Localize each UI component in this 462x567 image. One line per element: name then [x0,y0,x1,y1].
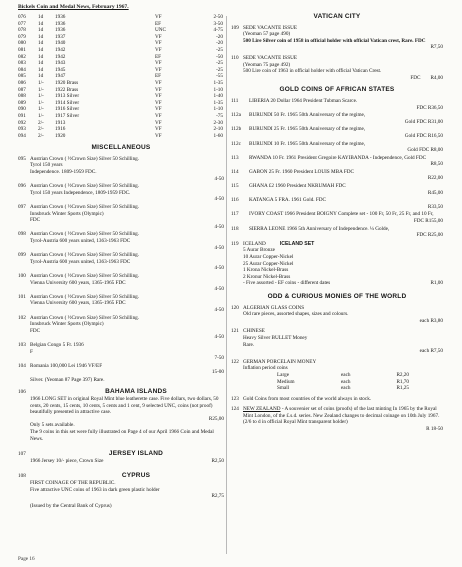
misc-entry [18,273,224,293]
lot-cell-n: 087 [18,86,26,93]
lot-cell-p: -20 [216,33,223,40]
cyprus-line1: FIRST COINAGE OF THE REPUBLIC. [30,480,116,486]
iceland-item: 2 Kronur Nickel-Brass [243,273,291,280]
misc-line: Romania 100,000 Lei 1946 VF/EF [30,362,103,369]
lot-row [18,100,224,107]
lot-cell-p: 1-40 [213,93,223,100]
gold-number: 114 [231,168,239,175]
lot-row [18,27,224,34]
german-each: each [341,385,351,392]
gold-number: 117 [231,211,239,218]
misc-line: 4-50 [214,175,224,182]
page-footer: Page 16 [18,556,35,562]
lot-cell-n: 082 [18,53,26,60]
gold-price: Gold FDC R8,00 [407,147,443,154]
misc-line: Independence. 1809-1959 FDC. [30,169,97,176]
lot-cell-b: 1942 [55,53,66,60]
lot-cell-g: VF [155,112,162,119]
lot-cell-a: 1/- [38,93,44,100]
jersey-block [18,451,224,464]
gold-entry [231,169,443,182]
iceland-item: 5 Aurar Bronze [243,247,275,254]
lot-cell-n: 085 [18,73,26,80]
misc-line: 4-50 [214,306,224,313]
lot-cell-a: 1/- [38,106,44,113]
lot-cell-p: 2-30 [213,119,223,126]
lot-row [18,113,224,120]
misc-line: Austrian Crown ( ½Crown Size) Silver 50 Schilling. [30,272,140,279]
lot-cell-b: 1945 [55,66,66,73]
gold-entry [231,226,443,239]
iceland-item: 25 Aurar Copper-Nickel [243,260,294,267]
page-header: Bickels Coin and Medal News, February 1967. [18,4,129,10]
lot-cell-g: VF [155,126,162,133]
lot-cell-n: 088 [18,93,26,100]
lot-cell-g: EF [155,20,162,27]
lot-cell-p: 1-35 [213,79,223,86]
entry-123: 123 Gold Coins from most countries of the world always in stock. [231,395,372,402]
misc-entry [18,252,224,272]
lot-cell-a: 1/- [38,86,44,93]
iceland-item: 10 Aurar Copper-Nickel [243,254,294,260]
lot-cell-n: 077 [18,20,26,27]
lot-cell-g: VF [155,66,162,73]
misc-line: 4-50 [214,265,224,272]
misc-line: 4-50 [214,286,224,293]
bahama-note1: Only 5 sets available. [30,422,75,429]
lot-cell-b: 1942 [55,46,66,53]
lot-cell-a: 1/- [38,79,44,86]
lot-cell-b: 1947 [55,73,66,80]
bahama-title: BAHAMA ISLANDS [105,388,167,396]
german-price: R2,20 [396,371,409,378]
gold-text: IVORY COAST 1966 President BOIGNY Complete set - 100 Fr, 50 Fr, 25 Fr, and 10 Fr, [249,211,434,218]
misc-line: 15-00 [211,369,224,376]
lot-cell-g: VF [155,132,162,139]
jersey-title: JERSEY ISLAND [108,450,164,458]
lot-list [18,14,224,139]
german-rows [277,372,443,392]
misc-line: Belgian Congo 5 Fr. 1936 [30,341,84,348]
gold-number: 115 [231,183,239,190]
lot-row [18,80,224,87]
lot-cell-p: -20 [216,40,223,47]
gold-text: KATANGA 5 FRA. 1961 Gold. FDC [249,197,326,204]
misc-line: Austrian Crown ( ½Crown Size) Silver 50 Schilling. [30,183,140,190]
lot-cell-p: -25 [216,66,223,73]
gold-entry [231,112,443,125]
misc-line: Austrian Crown ( ½Crown Size) Silver 50 Schilling. [30,155,140,162]
german-row [277,372,443,379]
lot-cell-n: 080 [18,40,26,47]
german-size: Large [277,371,290,378]
lot-cell-p: 2-50 [213,14,223,20]
lot-row [18,87,224,94]
misc-number: 103 [18,341,26,348]
gold-number: 112b [231,126,242,133]
lot-row [18,34,224,41]
gold-text: BURUNDI 25 Fr. 1965 50th Anniversary of the regime, [249,126,366,133]
lot-cell-g: VF [155,79,162,86]
lot-cell-g: VF [155,14,162,20]
lot-cell-g: VF [155,33,162,40]
gold-list [231,98,443,239]
lot-cell-n: 079 [18,33,26,40]
right-column [231,14,443,437]
misc-line: Austrian Crown ( ½Crown Size) Silver 50 Schilling. [30,314,140,321]
jersey-price: R2,50 [211,457,224,464]
bahama-price: R25,00 [208,415,224,422]
gold-text: BURUNDI 10 Fr. 1965 50th Anniversary of the regime, [249,140,366,147]
misc-entry [18,204,224,230]
gold-number: 113 [231,154,239,161]
bahama-note2: The 9 coins in this set were fully illustrated on Page 4 of our April 1966 Coin and Medal News. [30,429,214,442]
misc-line: Tyrol 150 years Independence, 1809-1959 FDC. [30,189,131,196]
misc-line: Innsbruck Winter Sports (Olympic) [30,210,104,217]
lot-row [18,60,224,67]
lot-cell-p: 3-50 [213,20,223,27]
lot-cell-a: 1/- [38,99,44,106]
jersey-number: 107 [18,451,26,458]
lot-cell-n: 084 [18,66,26,73]
lot-row [18,47,224,54]
misc-line: 4-50 [214,334,224,341]
lot-cell-a: 1d [38,33,44,40]
lot-cell-b: 1920 Brass [55,79,79,86]
gold-entry [231,183,443,196]
lot-row [18,40,224,47]
lot-cell-g: VF [155,60,162,67]
gold-number: 118 [231,225,239,232]
lot-row [18,106,224,113]
misc-entry [18,231,224,251]
misc-line: FDC [30,327,41,334]
misc-line: Austrian Crown ( ½Crown Size) Silver 50 Schilling. [30,252,140,259]
misc-line: Austrian Crown ( ½Crown Size) Silver 50 Schilling. [30,293,140,300]
misc-entry [18,156,224,182]
misc-line: Tyrol-Austria 600 years united, 1363-1963 FDC [30,238,131,244]
lot-cell-g: VF [155,99,162,106]
gold-price: R33,50 [427,203,443,210]
lot-cell-n: 094 [18,132,26,139]
misc-entry [18,294,224,314]
misc-line: Tyrol 150 years [30,162,63,169]
gold-entry [231,98,443,111]
lot-cell-p: -55 [216,73,223,80]
gold-price: Gold FDC R16,50 [404,132,443,139]
lot-row [18,133,224,140]
gold-price: FDC R25,00 [416,232,443,239]
lot-cell-g: VF [155,40,162,47]
lot-cell-g: VF [155,106,162,113]
column-divider [226,16,227,554]
lot-cell-b: 1916 [55,126,66,133]
misc-line: Vienna University 600 years, 1365-1965 FDC [30,300,126,307]
gold-text: LIBERIA 20 Dollar 1964 President Tubman Scarce. [249,97,358,104]
misc-number: 102 [18,314,26,321]
lot-cell-a: 1d [38,60,44,67]
misc-line: Vienna University 600 years, 1365-1965 FDC [30,279,126,286]
lot-cell-b: 1943 [55,60,66,67]
lot-cell-b: 1936 [55,14,66,20]
lot-cell-p: -25 [216,46,223,53]
gold-text: SIERRA LEONE 1966 5th Anniversary of Independence. ¼ Golde, [249,225,390,232]
gold-section-title: GOLD COINS OF AFRICAN STATES [279,86,395,94]
gold-text: BURUNDI 50 Fr. 1965 50th Anniversary of the regime, [249,112,366,119]
lot-cell-b: 1914 Silver [55,99,80,106]
lot-row [18,21,224,28]
german-row [277,385,443,392]
misc-line: Tyrol-Austria 600 years united, 1363-1963 FDC [30,258,131,265]
gold-entry [231,126,443,139]
misc-line: F [30,348,33,355]
lot-cell-a: 1/- [38,112,44,119]
misc-number: 104 [18,362,26,369]
lot-cell-n: 090 [18,106,26,113]
misc-line: Innsbruck Winter Sports (Olympic) [30,321,104,328]
lot-cell-p: 1-10 [213,106,223,113]
lot-cell-p: 4-75 [213,27,223,34]
misc-line: 7-50 [214,355,224,362]
lot-cell-b: 1936 [55,27,66,34]
gold-price: FDC R36,50 [416,104,443,111]
misc-list [18,156,224,376]
vatican-entry-2: 110 SEDE VACANTE ISSUE (Yeoman 75 page 492) 500 Lire coin of 1963 in official holder with official Vatican Crest. FDC R4,00 [231,54,443,81]
lot-row [18,54,224,61]
misc-section-title: MISCELLANEOUS [91,144,151,152]
misc-number: 095 [18,155,26,162]
gold-number: 112a [231,112,241,119]
cyprus-price: R2,75 [211,493,224,500]
lot-cell-p: 2-10 [213,126,223,133]
iceland-entry: 119 ICELAND ICELAND SET 5 Aurar Bronze 10 Aurar Copper-Nickel 25 Aurar Copper-Nickel 1 Krona Nickel-Brass 2 Kronur Nickel-Brass - Five assorted - EF coins - different dates R1,00 [231,240,443,287]
lot-cell-g: VF [155,93,162,100]
new-zealand-entry: 124 NEW ZEALAND - A souvenier set of coins (proofs) of the last minting In 1965 by the Royal Mint London, of the £.s.d. series. New Zealand changes to decimal coinage on 10th July 1967. (2/6 to d in official Royal Mint transparent holder) R 18-50 [231,406,443,433]
german-row [277,379,443,386]
gold-entry [231,197,443,210]
bahama-body: 1966 LONG SET in original Royal Mint blue leatherette case. Five dollars, two dollars, 50 cents, 20 cents, 15 cents, 10 cents, 5 cents and 1 cent, 9 selected UNC, coins (not proof) beautifully presented in attractive case. [30,396,219,416]
bahama-number: 106 [18,389,26,396]
lot-cell-n: 076 [18,14,26,20]
misc-line: 4-50 [214,244,224,251]
misc-line: 4-50 [214,223,224,230]
lot-cell-a: 1d [38,46,44,53]
gold-text: GHANA £2 1960 President NKRUMAH FDC [249,183,346,190]
lot-row [18,14,224,21]
lot-cell-g: VF [155,46,162,53]
cyprus-note: (Issued by the Central Bank of Cyprus) [30,502,112,509]
lot-cell-n: 089 [18,99,26,106]
gold-number: 116 [231,197,239,204]
gold-entry [231,141,443,154]
misc-number: 098 [18,231,26,238]
lot-cell-b: 1922 Brass [55,86,79,93]
vatican-title: VATICAN CITY [313,13,361,20]
lot-cell-g: VF [155,119,162,126]
lot-cell-a: 1d [38,53,44,60]
algerian-entry: 120 ALGERIAN GLASS COINS Old rare pieces, assorted shapes, sizes and colours. each R3,80 [231,304,443,324]
lot-cell-a: 2/- [38,132,44,139]
german-size: Small [277,385,290,392]
lot-cell-p: 1-60 [213,132,223,139]
misc-line: 4-50 [214,196,224,203]
lot-row [18,93,224,100]
lot-row [18,126,224,133]
lot-cell-g: VF [155,86,162,93]
lot-cell-g: EF [155,73,162,80]
lot-cell-b: 1940 [55,40,66,47]
gold-text: GABON 25 Fr. 1960 President LOUIS MBA FDC [249,168,354,175]
gold-price: R45,00 [427,189,443,196]
jersey-body: 1966 Jersey 10/- piece, Crown Size [30,457,104,464]
lot-cell-b: 1936 [55,20,66,27]
lot-cell-g: UNC [155,27,166,34]
german-each: each [341,371,351,378]
misc-line: Austrian Crown ( ½Crown Size) Silver 50 Schilling. [30,204,140,211]
misc-entry [18,363,224,376]
german-size: Medium [277,378,295,385]
gold-number: 111 [231,97,239,104]
iceland-item: 1 Krona Nickel-Brass [243,267,289,274]
lot-cell-p: 1-35 [213,99,223,106]
lot-cell-b: 1916 Silver [55,106,80,113]
lot-cell-p: -75 [216,112,223,119]
gold-text: RWANDA 10 Fr. 1961 President Gregoire KAYIBANDA - Independence, Gold FDC [249,154,427,161]
german-each: each [341,378,351,385]
lot-cell-a: 2/- [38,119,44,126]
gold-price: R8,50 [430,161,443,168]
lot-cell-n: 078 [18,27,26,34]
left-column [18,14,224,513]
lot-cell-n: 081 [18,46,26,53]
misc-line: FDC [30,217,41,224]
lot-row [18,73,224,80]
lot-cell-a: 1d [38,27,44,34]
gold-number: 112c [231,140,241,147]
misc-number: 100 [18,272,26,279]
misc-entry [18,315,224,341]
lot-cell-b: 1917 Silver [55,112,80,119]
lot-cell-b: 1920 [55,132,66,139]
misc-number: 096 [18,183,26,190]
iceland-items [243,247,443,280]
chinese-entry: 121 CHINESE Heavy Silver BULLET Money Rare. each R7,50 [231,328,443,355]
lot-row [18,67,224,74]
cyprus-title: CYPRUS [121,472,151,480]
misc-number: 097 [18,204,26,211]
misc-number: 099 [18,252,26,259]
cyprus-number: 108 [18,473,26,480]
gold-entry [231,155,443,168]
german-price: R1,25 [396,385,409,392]
lot-cell-b: 1913 [55,119,66,126]
lot-cell-a: 1d [38,14,44,20]
misc-number: 101 [18,293,26,300]
german-entry: 122 GERMAN PORCELAIN MONEY Inflation period coins Large each R2,20 Medium each R1,70 Small each R1,25 [231,359,443,392]
lot-cell-g: EF [155,53,162,60]
misc-line: Austrian Crown ( ½Crown Size) Silver 50 Schilling. [30,231,140,238]
lot-cell-p: 1-10 [213,86,223,93]
lot-cell-b: 1937 [55,33,66,40]
vatican-entry-1: 109 SEDE VACANTE ISSUE (Yeoman 57 page 490) 500 Lire Silver coin of 1958 in official holder with official Vatican crest, Rare. FDC R7,50 [231,24,443,51]
misc-entry [18,342,224,362]
lot-cell-a: 1d [38,73,44,80]
lot-cell-p: -50 [216,53,223,60]
german-price: R1,70 [396,378,409,385]
lot-cell-n: 091 [18,112,26,119]
lot-cell-n: 086 [18,79,26,86]
gold-entry [231,211,443,224]
lot-cell-a: 1d [38,20,44,27]
lot-cell-a: 2/- [38,126,44,133]
misc-tail: Silver. (Yeoman 87 Page 397) Rare. [30,376,105,383]
gold-price: Gold FDC R31,00 [404,118,443,125]
gold-price: FDC R155,00 [413,218,443,225]
cyprus-line2: Five attractive UNC coins of 1963 in dark green plastic holder [30,486,160,493]
lot-cell-a: 1d [38,66,44,73]
lot-row [18,120,224,127]
gold-price: R22,00 [427,175,443,182]
lot-cell-a: 1d [38,40,44,47]
lot-cell-b: 1913 Silver [55,93,80,100]
cyprus-block [18,473,224,509]
lot-cell-n: 093 [18,126,26,133]
lot-cell-n: 083 [18,60,26,67]
misc-entry [18,183,224,203]
odd-section-title: ODD & CURIOUS MONIES OF THE WORLD [267,292,407,300]
lot-cell-n: 092 [18,119,26,126]
bahama-block [18,389,224,442]
lot-cell-p: -25 [216,60,223,67]
